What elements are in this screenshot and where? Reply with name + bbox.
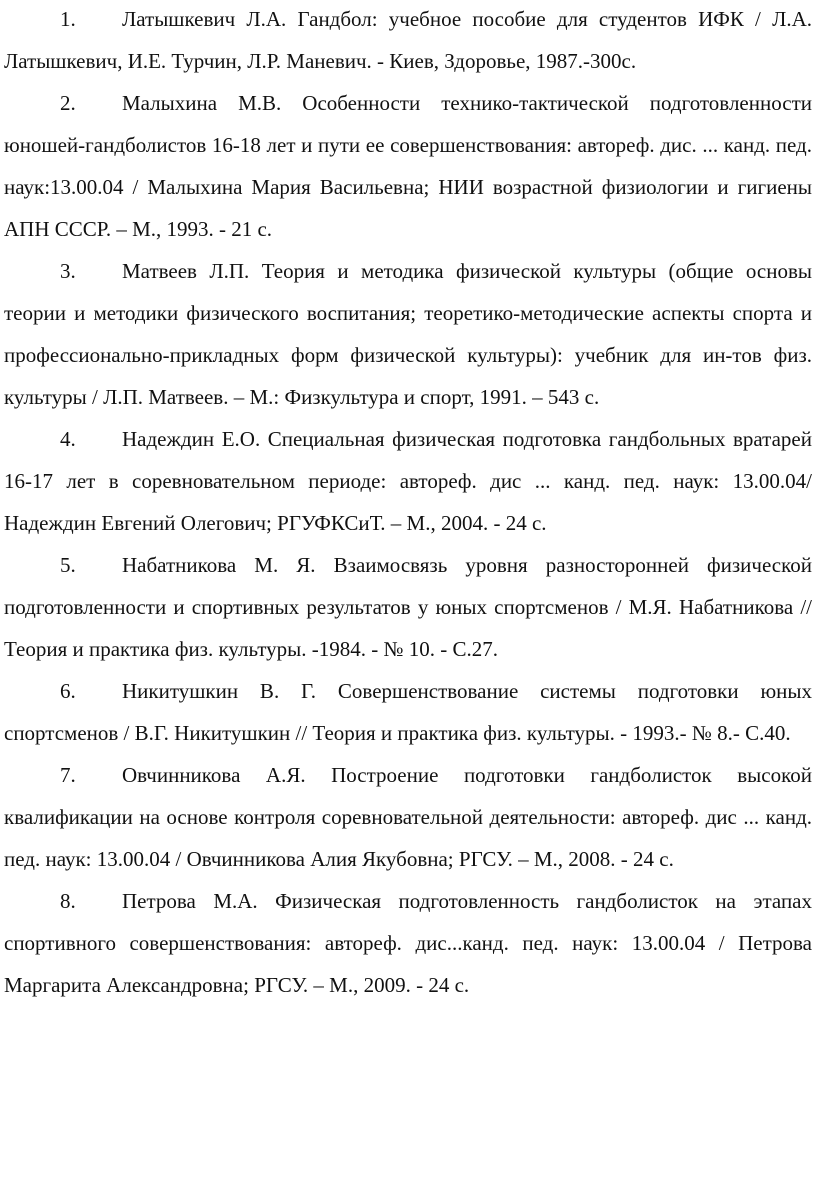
reference-number: 1. bbox=[60, 7, 76, 31]
reference-text: Матвеев Л.П. Теория и методика физической культуры (общие основы теории и методики физического воспитания; теоретико-методические аспекты спорта и профессионально-прикладных форм физической культуры): учебник для ин-тов физ. культуры / Л.П. Матвеев. – М.: Физкультура и спорт, 1991. – 543 с. bbox=[4, 259, 812, 409]
reference-text: Малыхина М.В. Особенности технико-тактической подготовленности юношей-гандболистов 16-18 лет и пути ее совершенствования: автореф. дис. ... канд. пед. наук:13.00.04 / Малыхина Мария Васильевна; НИИ возрастной физиологии и гигиены АПН СССР. – М., 1993. - 21 с. bbox=[4, 91, 812, 241]
reference-number: 8. bbox=[60, 889, 76, 913]
reference-number: 7. bbox=[60, 763, 76, 787]
reference-text: Надеждин Е.О. Специальная физическая подготовка гандбольных вратарей 16-17 лет в соревновательном периоде: автореф. дис ... канд. пед. наук: 13.00.04/ Надеждин Евгений Олегович; РГУФКСиТ. – М., 2004. - 24 с. bbox=[4, 427, 812, 535]
reference-text: Набатникова М. Я. Взаимосвязь уровня разносторонней физической подготовленности и спортивных результатов у юных спортсменов / М.Я. Набатникова // Теория и практика физ. культуры. -1984. - № 10. - С.27. bbox=[4, 553, 812, 661]
reference-item-5 bbox=[4, 544, 812, 670]
reference-text: Латышкевич Л.А. Гандбол: учебное пособие для студентов ИФК / Л.А. Латышкевич, И.Е. Турчин, Л.Р. Маневич. - Киев, Здоровье, 1987.-300с. bbox=[4, 7, 812, 73]
reference-text: Петрова М.А. Физическая подготовленность гандболисток на этапах спортивного совершенствования: автореф. дис...канд. пед. наук: 13.00.04 / Петрова Маргарита Александровна; РГСУ. – М., 2009. - 24 с. bbox=[4, 889, 812, 997]
reference-list bbox=[4, 0, 812, 1006]
reference-number: 4. bbox=[60, 427, 76, 451]
reference-item-7 bbox=[4, 754, 812, 880]
reference-item-1 bbox=[4, 0, 812, 82]
reference-number: 3. bbox=[60, 259, 76, 283]
reference-item-8 bbox=[4, 880, 812, 1006]
reference-number: 6. bbox=[60, 679, 76, 703]
reference-item-2 bbox=[4, 82, 812, 250]
reference-number: 5. bbox=[60, 553, 76, 577]
reference-number: 2. bbox=[60, 91, 76, 115]
reference-item-4 bbox=[4, 418, 812, 544]
reference-item-3 bbox=[4, 250, 812, 418]
reference-text: Овчинникова А.Я. Построение подготовки гандболисток высокой квалификации на основе контроля соревновательной деятельности: автореф. дис ... канд. пед. наук: 13.00.04 / Овчинникова Алия Якубовна; РГСУ. – М., 2008. - 24 с. bbox=[4, 763, 812, 871]
reference-text: Никитушкин В. Г. Совершенствование системы подготовки юных спортсменов / В.Г. Никитушкин // Теория и практика физ. культуры. - 1993.- № 8.- С.40. bbox=[4, 679, 812, 745]
reference-item-6 bbox=[4, 670, 812, 754]
